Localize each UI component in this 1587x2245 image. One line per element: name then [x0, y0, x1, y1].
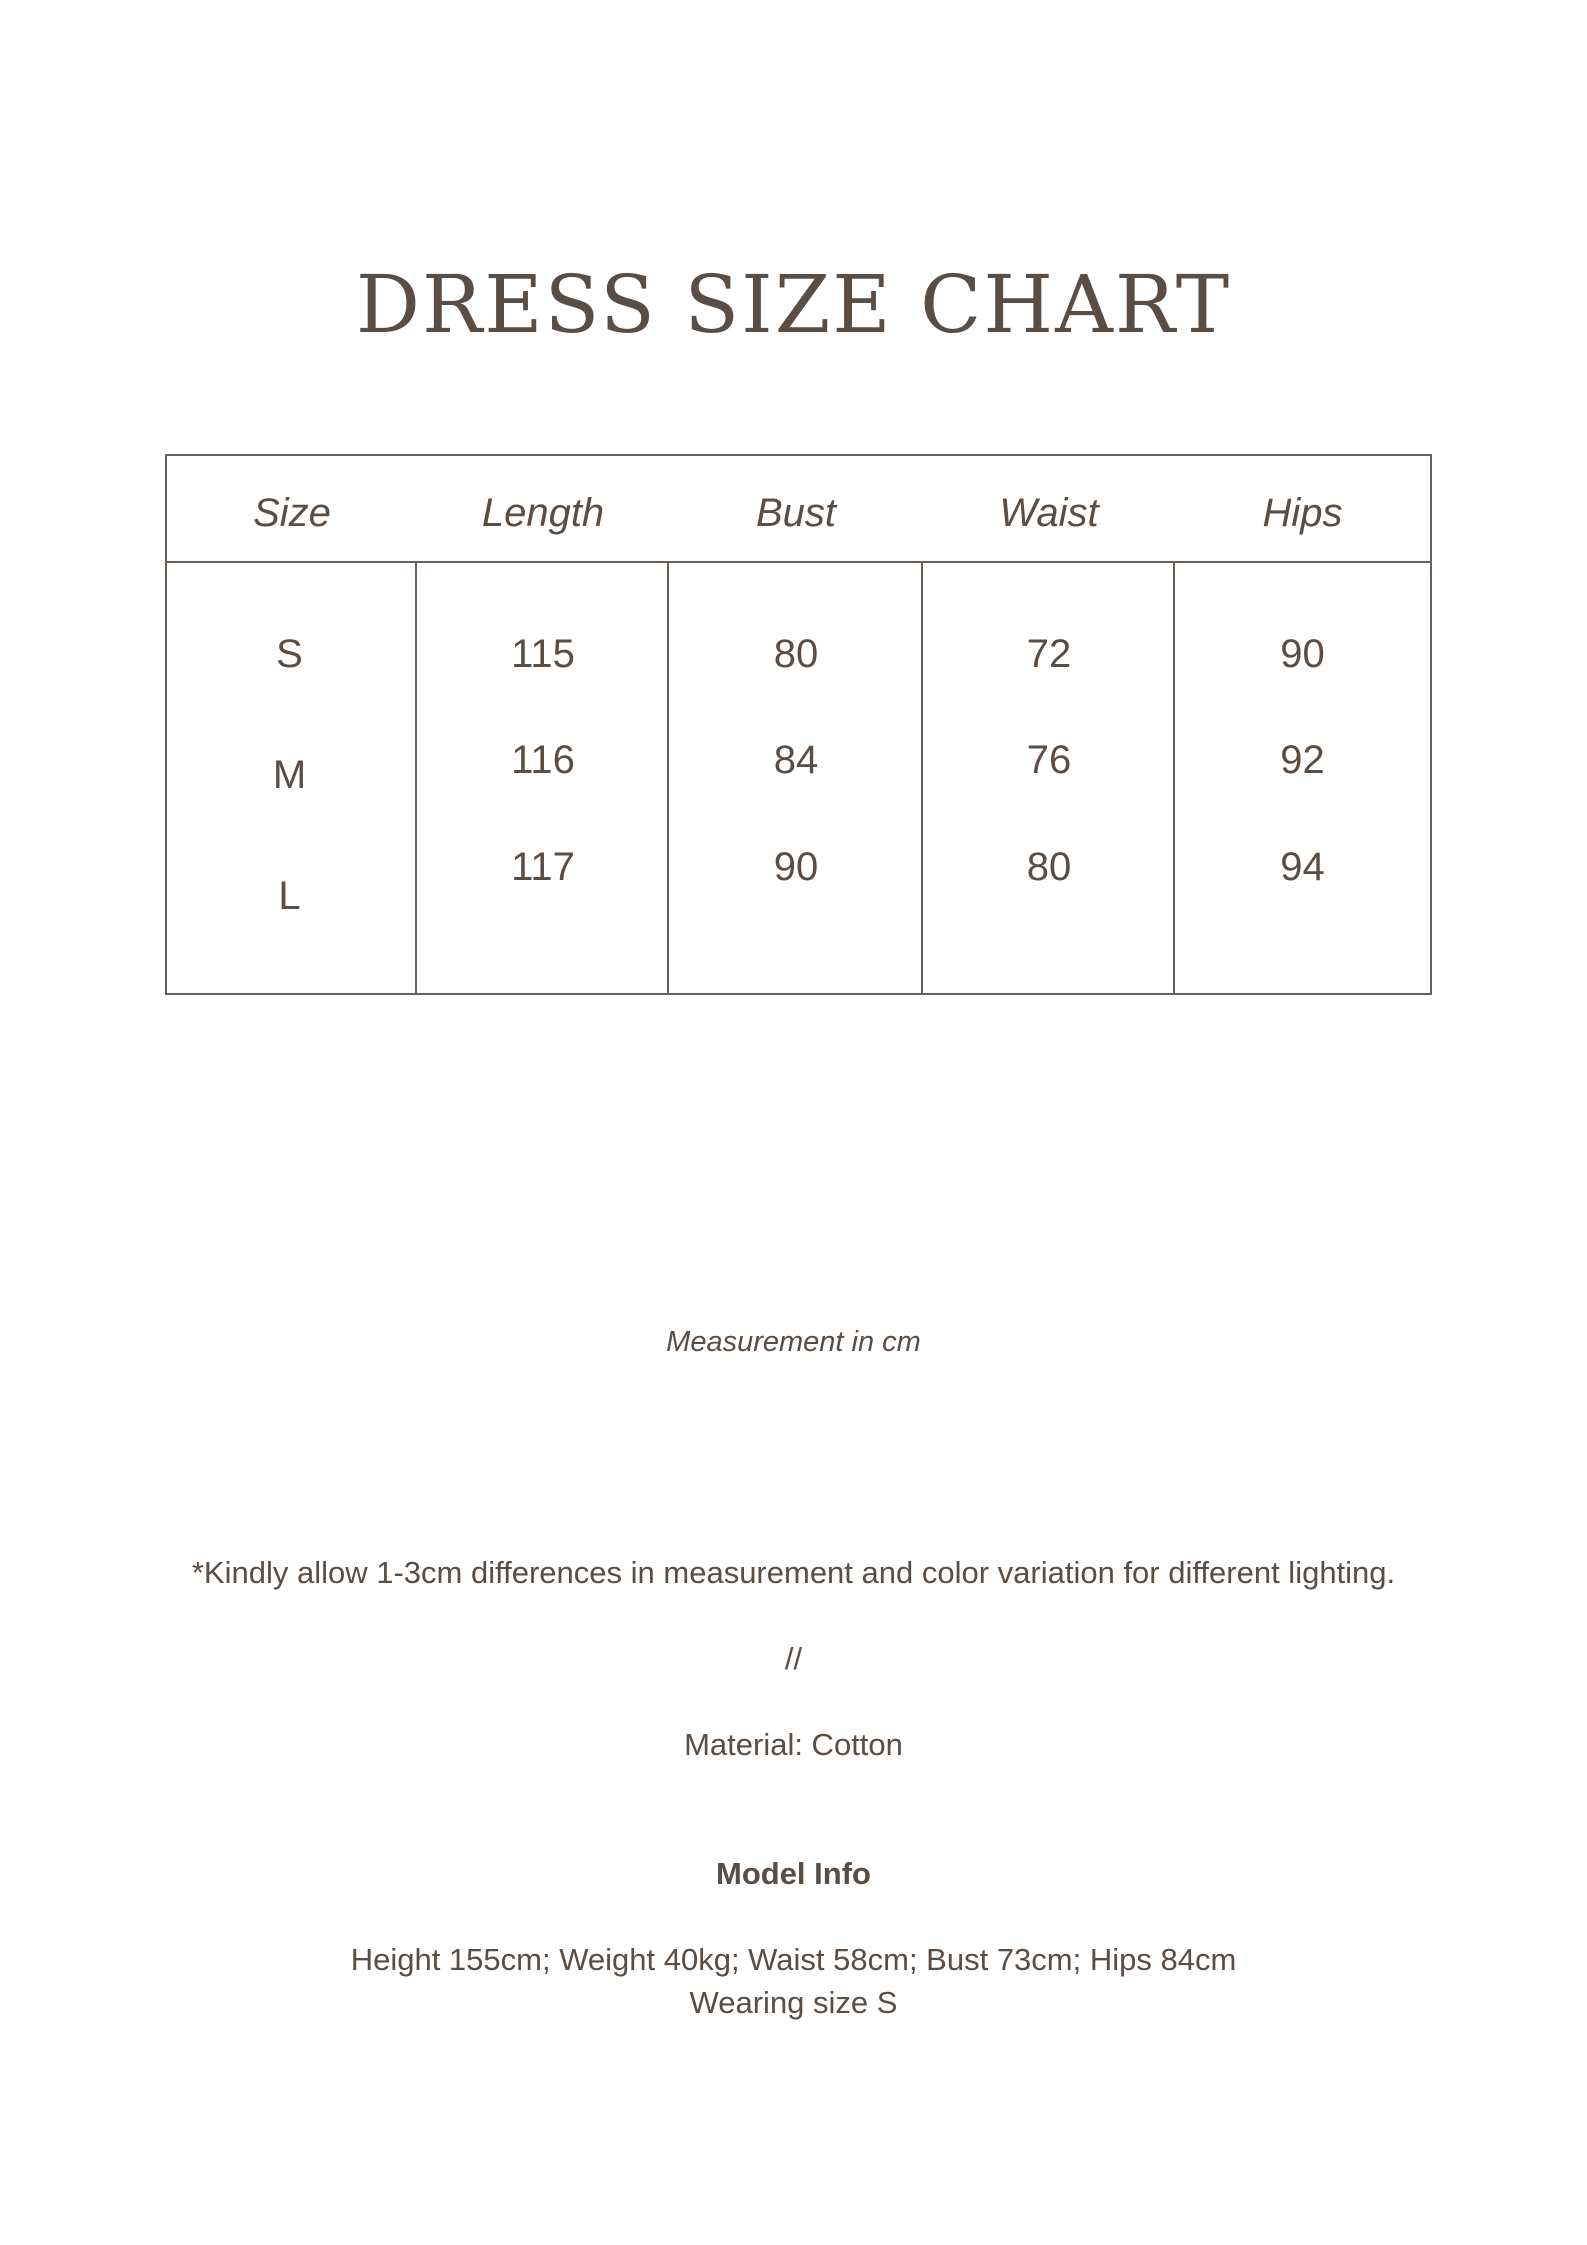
- size-column: [167, 563, 412, 993]
- bust-column: [669, 563, 923, 993]
- bust-cell: 80: [773, 632, 819, 676]
- length-column: [417, 563, 669, 993]
- hips-cell: 94: [1280, 845, 1325, 889]
- hips-column: [1175, 563, 1430, 993]
- header-size: Size: [253, 491, 331, 535]
- length-cell: 117: [511, 845, 575, 889]
- header-length: Length: [481, 491, 605, 535]
- disclaimer-text: *Kindly allow 1-3cm differences in measurement and color variation for different lighting.: [191, 1555, 1396, 1590]
- size-cell: M: [272, 753, 307, 797]
- length-cell: 115: [511, 632, 575, 676]
- header-hips: Hips: [1262, 491, 1343, 535]
- unit-note: Measurement in cm: [666, 1326, 921, 1358]
- page-title: DRESS SIZE CHART: [355, 258, 1232, 351]
- length-cell: 116: [511, 738, 575, 782]
- model-measurements: Height 155cm; Weight 40kg; Waist 58cm; Bust 73cm; Hips 84cm: [350, 1942, 1237, 1977]
- bust-cell: 90: [773, 845, 819, 889]
- size-cell: S: [276, 632, 303, 676]
- waist-cell: 72: [1026, 632, 1072, 676]
- bust-cell: 84: [773, 738, 819, 782]
- waist-column: [923, 563, 1175, 993]
- model-wearing-size: Wearing size S: [689, 1985, 898, 2020]
- hips-cell: 92: [1280, 738, 1325, 782]
- header-bust: Bust: [755, 491, 837, 535]
- separator: //: [784, 1641, 803, 1676]
- size-cell: L: [278, 874, 301, 918]
- waist-cell: 76: [1026, 738, 1072, 782]
- table-header-row: [167, 456, 1430, 563]
- hips-cell: 90: [1280, 632, 1325, 676]
- header-waist: Waist: [999, 491, 1099, 535]
- model-info-heading: Model Info: [716, 1856, 871, 1891]
- size-table: [165, 454, 1432, 995]
- material-text: Material: Cotton: [684, 1727, 903, 1762]
- waist-cell: 80: [1026, 845, 1072, 889]
